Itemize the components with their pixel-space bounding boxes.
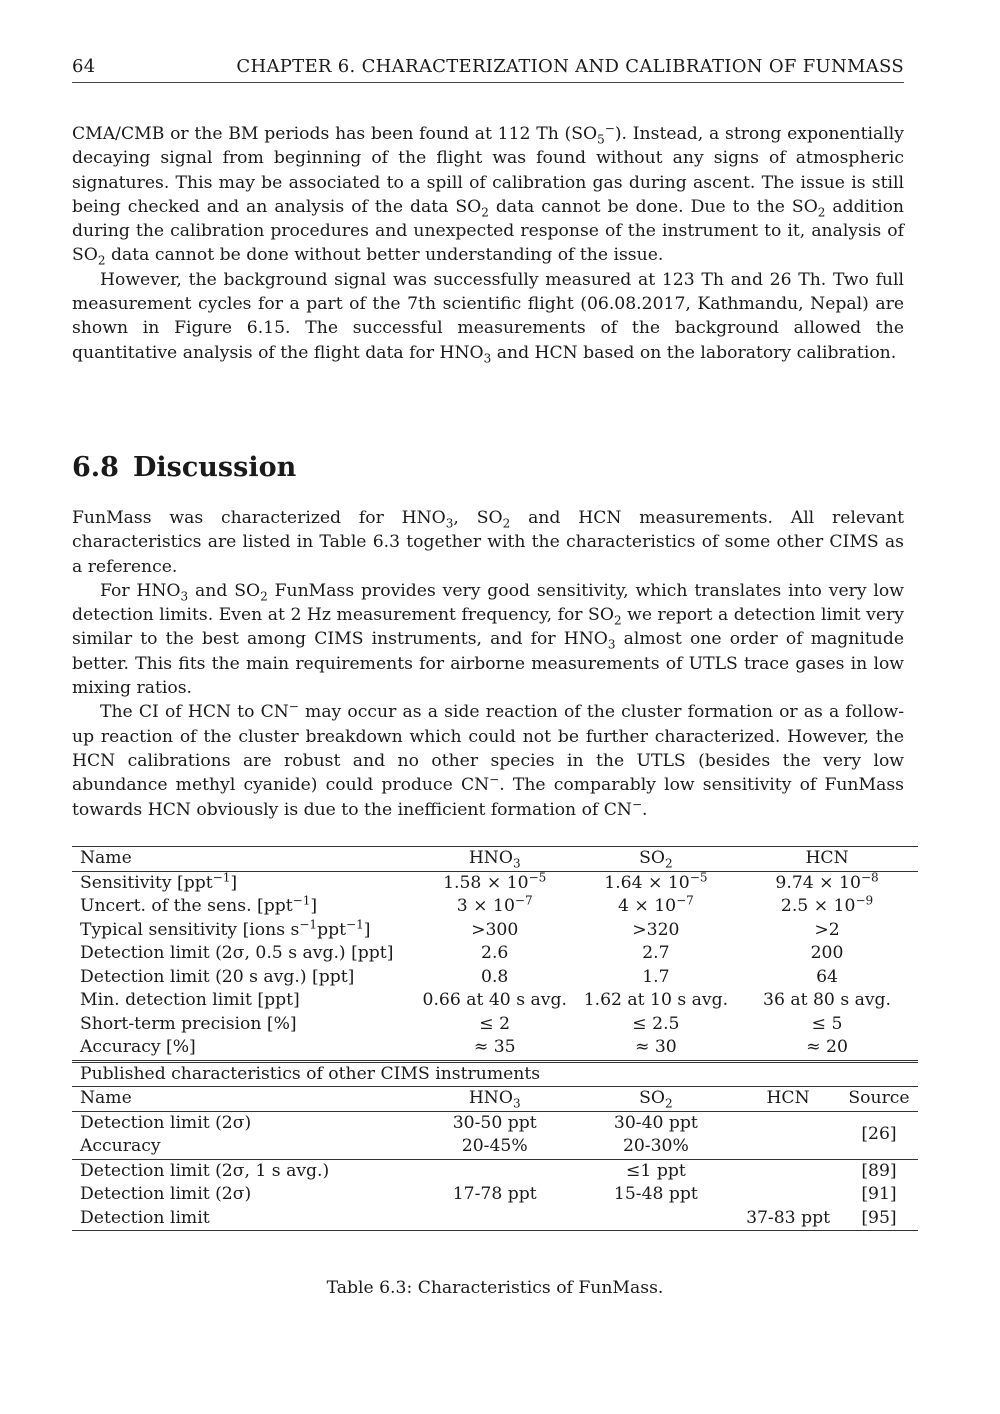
running-header	[72, 56, 904, 83]
section-title: Discussion	[132, 452, 297, 483]
table-row: Sensitivity [ppt$^{-1}$] $1.58 \times 10^{-5}$ $1.64 \times 10^{-5}$ $9.74 \times 10^{-8}$	[72, 871, 918, 895]
characteristics-table	[72, 846, 918, 1231]
table-row: Detection limit (2σ, 1 s avg.) ≤1 ppt [89]	[72, 1159, 918, 1183]
table-row: Detection limit (20 s avg.) [ppt] 0.8 1.7 64	[80, 966, 838, 987]
table-row: Accuracy [%] ≈ 35 ≈ 30 ≈ 20	[80, 1037, 848, 1057]
table-row: Short-term precision [%] ≤ 2 ≤ 2.5 ≤ 5	[80, 1013, 843, 1034]
table-caption: Table 6.3: Characteristics of FunMass.	[326, 1278, 664, 1298]
table-row: Detection limit (2σ) 17-78 ppt 15-48 ppt [91]	[80, 1184, 897, 1204]
paragraph: CMA/CMB or the BM periods has been found at 112 Th $(SO_5^-)$. Instead, a strong exponentially decaying signal from beginning of the flight was found without any signs of atmospheric signatures. This may be associated to a spill of calibration gas during ascent. The issue is still being checked and an analysis of the data $SO_2$ data cannot be done. Due to the $SO_2$ addition during the calibration procedures and unexpected response of the instrument to it, analysis of $SO_2$ data cannot be done without better understanding of the issue.	[72, 121, 904, 268]
running-title: CHAPTER 6. CHARACTERIZATION AND CALIBRATION OF FUNMASS	[236, 56, 904, 77]
table-header-row: Name $HNO_3$ $SO_2$ HCN	[72, 847, 918, 872]
table-row: Detection limit 37-83 ppt [95]	[72, 1207, 918, 1231]
section-number: 6.8	[72, 452, 119, 483]
intro-text	[72, 122, 904, 365]
table-row: Typical sensitivity [ions $s^{-1}ppt^{-1}$] >300 >320 >2	[80, 916, 840, 940]
table-row: Min. detection limit [ppt] 0.66 at 40 s avg. 1.62 at 10 s avg. 36 at 80 s avg.	[80, 990, 892, 1010]
paragraph: FunMass was characterized for $HNO_3$, $SO_2$ and HCN measurements. All relevant characteristics are listed in Table 6.3 together with the characteristics of some other CIMS as a reference.	[72, 508, 905, 577]
section-heading	[72, 452, 296, 483]
table-row: Uncert. of the sens. [ppt$^{-1}$] $3 \times 10^{-7}$ $4 \times 10^{-7}$ $2.5 \times 10^{-9}$	[80, 893, 874, 916]
table-row: Detection limit (2σ, 0.5 s avg.) [ppt] 2.6 2.7 200	[80, 943, 844, 963]
paragraph: However, the background signal was successfully measured at 123 Th and 26 Th. Two full measurement cycles for a part of the 7th scientific flight (06.08.2017, Kathmandu, Nepal) are shown in Figure 6.15. The successful measurements of the background allowed the quantitative analysis of the flight data for $HNO_3$ and HCN based on the laboratory calibration.	[72, 269, 904, 366]
page-number: 64	[72, 56, 96, 77]
published-heading-row: Published characteristics of other CIMS instruments	[72, 1061, 918, 1087]
table-row: Accuracy 20-45% 20-30%	[80, 1136, 689, 1156]
paragraph: For $HNO_3$ and $SO_2$ FunMass provides very good sensitivity, which translates into very low detection limits. Even at 2 Hz measurement frequency, for $SO_2$ we report a detection limit very similar to the best among CIMS instruments, and for $HNO_3$ almost one order of magnitude better. This fits the main requirements for airborne measurements of UTLS trace gases in low mixing ratios.	[72, 580, 904, 699]
table-row: Detection limit (2σ) 30-50 ppt 30-40 ppt [26]	[72, 1111, 918, 1135]
paragraph: The CI of HCN to CN− may occur as a side reaction of the cluster formation or as a follow-up reaction of the cluster breakdown which could not be further characterized. However, the HCN calibrations are robust and no other species in the UTLS (besides the very low abundance methyl cyanide) could produce CN−. The comparably low sensitivity of FunMass towards HCN obviously is due to the inefficient formation of CN−.	[72, 699, 904, 820]
published-header-row: Name $HNO_3$ $SO_2$ HCN Source	[72, 1087, 918, 1112]
discussion-text	[72, 506, 904, 822]
